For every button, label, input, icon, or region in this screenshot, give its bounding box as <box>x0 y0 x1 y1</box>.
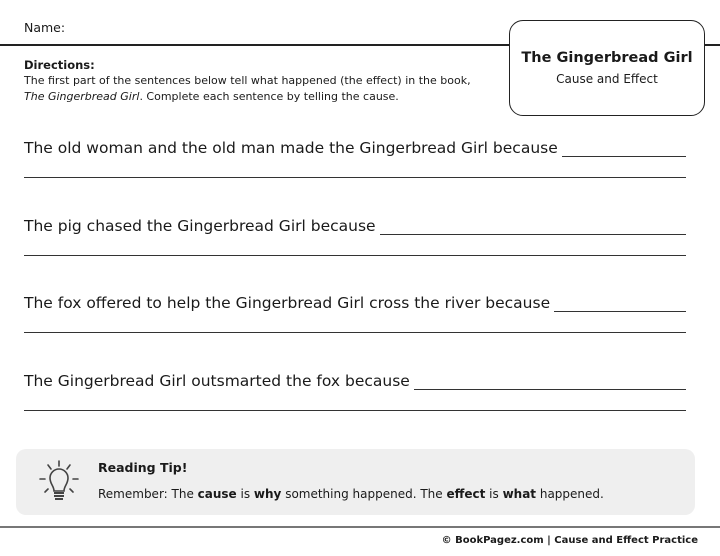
title-box <box>509 20 705 116</box>
answer-line[interactable] <box>24 410 686 411</box>
answer-line[interactable] <box>24 332 686 333</box>
answer-blank[interactable] <box>380 218 686 235</box>
footer-credit: © BookPagez.com | Cause and Effect Practice <box>441 535 698 546</box>
reading-tip-box <box>16 449 695 515</box>
question-prompt: The Gingerbread Girl outsmarted the fox because <box>24 372 410 390</box>
question-prompt: The fox offered to help the Gingerbread Girl cross the river because <box>24 294 551 312</box>
question-1 <box>24 137 686 178</box>
question-prompt: The pig chased the Gingerbread Girl because <box>24 217 376 235</box>
tip-text-part: happened. <box>536 487 604 501</box>
tip-text-part: is <box>485 487 503 501</box>
answer-line[interactable] <box>24 177 686 178</box>
question-prompt: The old woman and the old man made the Gingerbread Girl because <box>24 139 558 157</box>
directions-text <box>24 73 494 105</box>
directions <box>24 57 494 105</box>
answer-blank[interactable] <box>414 373 686 390</box>
worksheet-subtitle: Cause and Effect <box>556 72 658 86</box>
tip-keyword: effect <box>446 487 486 501</box>
question-3 <box>24 292 686 333</box>
answer-blank[interactable] <box>554 295 686 312</box>
name-label: Name: <box>24 20 66 35</box>
tip-text-part: something happened. The <box>281 487 447 501</box>
tip-text-part: Remember: The <box>98 487 198 501</box>
directions-text-part: The first part of the sentences below tell what happened (the effect) in the book, <box>24 74 471 87</box>
answer-blank[interactable] <box>562 140 686 157</box>
question-4 <box>24 370 686 411</box>
directions-heading: Directions: <box>24 58 95 72</box>
tip-text-part: is <box>236 487 254 501</box>
answer-line[interactable] <box>24 255 686 256</box>
book-title: The Gingerbread Girl <box>24 90 140 103</box>
tip-keyword: what <box>502 487 537 501</box>
directions-text-part: . Complete each sentence by telling the cause. <box>139 90 399 103</box>
footer-divider <box>0 526 720 528</box>
tip-keyword: why <box>253 487 282 501</box>
question-2 <box>24 215 686 256</box>
tip-keyword: cause <box>197 487 237 501</box>
tip-heading: Reading Tip! <box>98 460 188 475</box>
worksheet-title: The Gingerbread Girl <box>521 50 693 66</box>
lightbulb-icon <box>36 459 82 505</box>
tip-text <box>98 487 604 501</box>
